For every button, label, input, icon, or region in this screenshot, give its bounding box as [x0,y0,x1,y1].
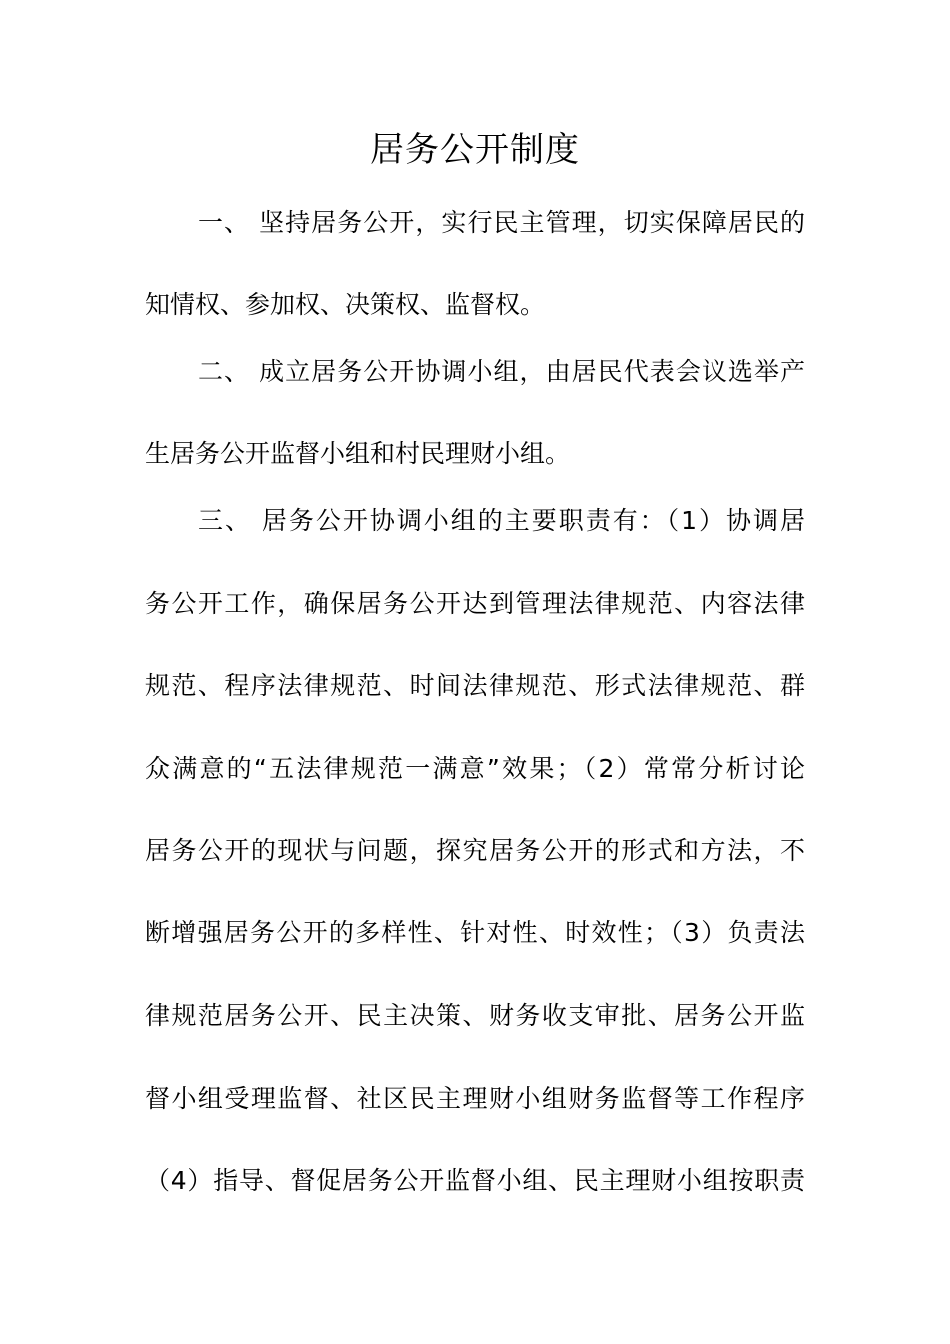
paragraph-3-line-8: 督小组受理监督、社区民主理财小组财务监督等工作程序 [145,1084,805,1113]
paragraph-2-line-1: 二、 成立居务公开协调小组，由居民代表会议选举产 [198,357,805,386]
paragraph-3-line-3: 规范、程序法律规范、时间法律规范、形式法律规范、群 [145,671,805,700]
paragraph-3-line-9: （4）指导、督促居务公开监督小组、民主理财小组按职责 [145,1166,805,1195]
paragraph-3-line-4: 众满意的“五法律规范一满意”效果；（2）常常分析讨论 [145,754,805,783]
paragraph-3-line-2: 务公开工作，确保居务公开达到管理法律规范、内容法律 [145,589,805,618]
paragraph-3-line-1: 三、 居务公开协调小组的主要职责有：（1）协调居 [198,506,805,535]
paragraph-3-line-6: 断增强居务公开的多样性、针对性、时效性；（3）负责法 [145,918,805,947]
paragraph-2-line-2: 生居务公开监督小组和村民理财小组。 [145,439,571,468]
paragraph-3-line-5: 居务公开的现状与问题，探究居务公开的形式和方法，不 [145,836,805,865]
page-title: 居务公开制度 [370,130,580,170]
paragraph-1-line-2: 知情权、参加权、决策权、监督权。 [145,290,546,319]
paragraph-3-line-7: 律规范居务公开、民主决策、财务收支审批、居务公开监 [145,1001,805,1030]
paragraph-1-line-1: 一、 坚持居务公开，实行民主管理，切实保障居民的 [198,208,805,237]
